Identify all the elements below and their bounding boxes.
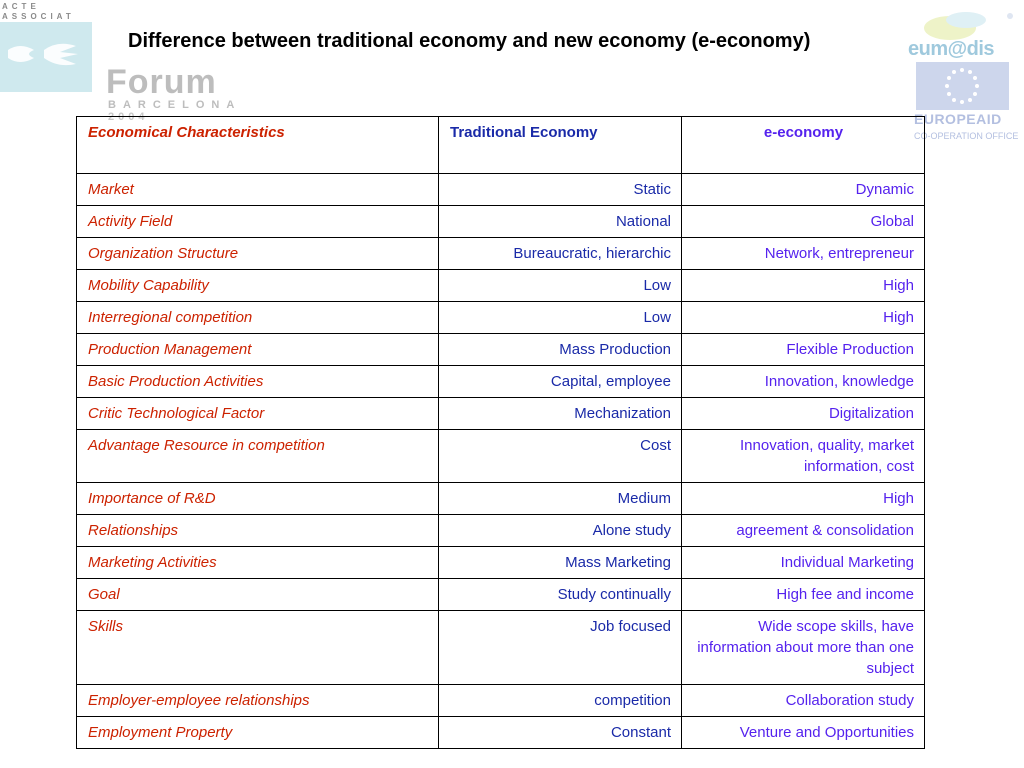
header-characteristics: Economical Characteristics <box>77 117 439 174</box>
cell-e-economy: Digitalization <box>682 398 925 430</box>
cell-characteristic: Basic Production Activities <box>77 366 439 398</box>
table-row <box>77 238 925 270</box>
eu-flag-logo <box>916 62 1009 110</box>
eumedis-logo-word: eum@dis <box>908 38 995 60</box>
cell-traditional-economy: Job focused <box>439 611 682 685</box>
cell-traditional-economy: Low <box>439 270 682 302</box>
table-row <box>77 398 925 430</box>
table-row <box>77 547 925 579</box>
cell-characteristic: Importance of R&D <box>77 483 439 515</box>
cell-e-economy: High fee and income <box>682 579 925 611</box>
cell-e-economy: Collaboration study <box>682 685 925 717</box>
cell-traditional-economy: Low <box>439 302 682 334</box>
cell-characteristic: Employer-employee relationships <box>77 685 439 717</box>
cell-characteristic: Advantage Resource in competition <box>77 430 439 483</box>
table-row <box>77 717 925 749</box>
cooperation-office-label: CO-OPERATION OFFICE <box>914 131 1019 141</box>
cell-traditional-economy: Capital, employee <box>439 366 682 398</box>
cell-traditional-economy: Mass Production <box>439 334 682 366</box>
eumedis-logo <box>906 4 1024 62</box>
cell-e-economy: High <box>682 270 925 302</box>
acte-logo-line1: ACTE <box>2 2 40 11</box>
table-row <box>77 579 925 611</box>
table-row <box>77 302 925 334</box>
forum-logo-word: Forum <box>106 63 217 101</box>
forum-barcelona-logo <box>106 63 242 123</box>
comparison-table <box>76 116 925 749</box>
header-e-economy: e-economy <box>682 117 925 174</box>
forum-logo-city: BARCELONA <box>108 99 242 111</box>
cell-traditional-economy: Study continually <box>439 579 682 611</box>
cell-traditional-economy: Medium <box>439 483 682 515</box>
cell-traditional-economy: Alone study <box>439 515 682 547</box>
cell-traditional-economy: Bureaucratic, hierarchic <box>439 238 682 270</box>
cell-characteristic: Production Management <box>77 334 439 366</box>
cell-e-economy: Network, entrepreneur <box>682 238 925 270</box>
table-row <box>77 685 925 717</box>
cell-characteristic: Skills <box>77 611 439 685</box>
cell-characteristic: Marketing Activities <box>77 547 439 579</box>
cell-characteristic: Interregional competition <box>77 302 439 334</box>
table-row <box>77 270 925 302</box>
cell-traditional-economy: Cost <box>439 430 682 483</box>
cell-traditional-economy: Static <box>439 174 682 206</box>
cell-traditional-economy: Mass Marketing <box>439 547 682 579</box>
header-traditional-economy: Traditional Economy <box>439 117 682 174</box>
forum-logo-year: 2004 <box>108 111 149 123</box>
table-row <box>77 174 925 206</box>
cell-e-economy: Flexible Production <box>682 334 925 366</box>
cell-characteristic: Goal <box>77 579 439 611</box>
cell-characteristic: Organization Structure <box>77 238 439 270</box>
cell-e-economy: High <box>682 483 925 515</box>
table-row <box>77 366 925 398</box>
table-header-row <box>77 117 925 174</box>
cell-e-economy: Individual Marketing <box>682 547 925 579</box>
cell-traditional-economy: Mechanization <box>439 398 682 430</box>
cell-characteristic: Market <box>77 174 439 206</box>
acte-logo-line2: ASSOCIAT <box>2 12 75 21</box>
cell-e-economy: Wide scope skills, have information about more than one subject <box>682 611 925 685</box>
table-row <box>77 611 925 685</box>
page-title: Difference between traditional economy and new economy (e-economy) <box>128 30 811 52</box>
cell-characteristic: Mobility Capability <box>77 270 439 302</box>
cell-traditional-economy: competition <box>439 685 682 717</box>
acte-logo <box>0 0 100 100</box>
table-row <box>77 206 925 238</box>
cell-characteristic: Employment Property <box>77 717 439 749</box>
cell-e-economy: High <box>682 302 925 334</box>
cell-e-economy: Innovation, knowledge <box>682 366 925 398</box>
table-row <box>77 334 925 366</box>
cell-characteristic: Critic Technological Factor <box>77 398 439 430</box>
cell-characteristic: Relationships <box>77 515 439 547</box>
cell-e-economy: Global <box>682 206 925 238</box>
cell-e-economy: agreement & consolidation <box>682 515 925 547</box>
europeaid-logo-word: EUROPEAID <box>914 111 1002 127</box>
cell-traditional-economy: National <box>439 206 682 238</box>
cell-e-economy: Dynamic <box>682 174 925 206</box>
cell-characteristic: Activity Field <box>77 206 439 238</box>
cell-traditional-economy: Constant <box>439 717 682 749</box>
cell-e-economy: Venture and Opportunities <box>682 717 925 749</box>
cell-e-economy: Innovation, quality, market information, cost <box>682 430 925 483</box>
table-row <box>77 515 925 547</box>
table-row <box>77 483 925 515</box>
acte-logo-graphic <box>0 22 92 92</box>
table-row <box>77 430 925 483</box>
